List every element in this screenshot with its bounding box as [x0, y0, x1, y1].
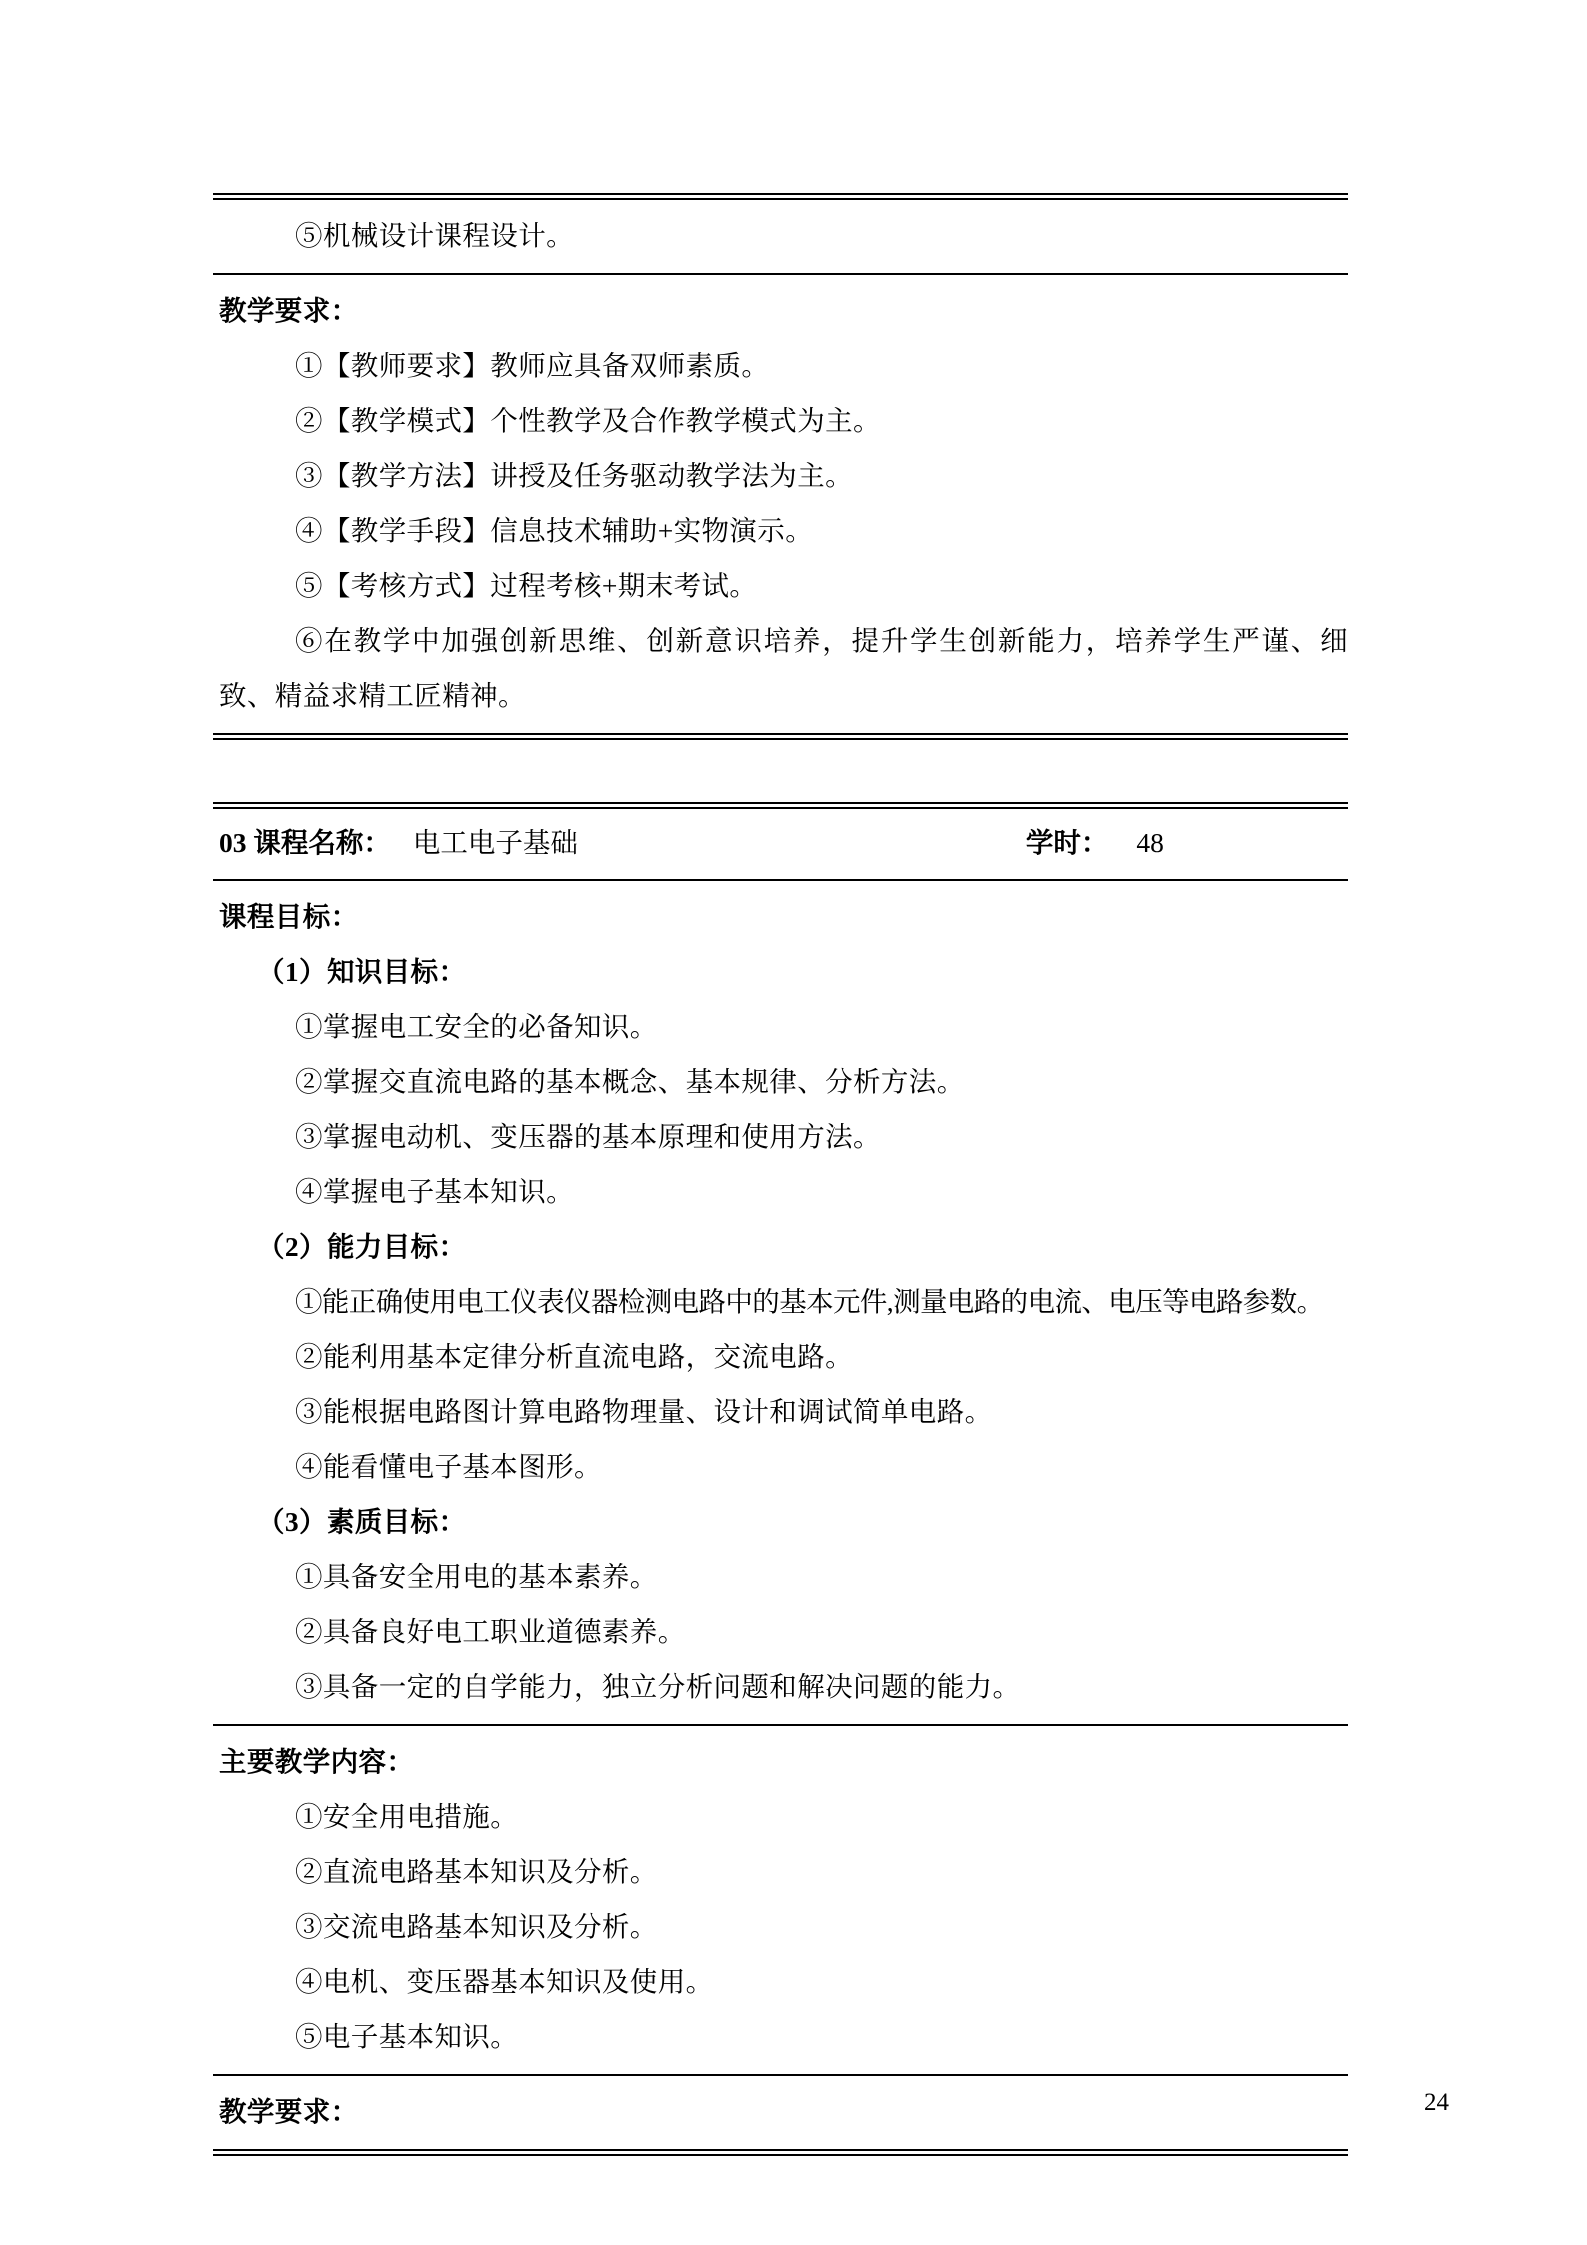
objective-group-title: （3）素质目标： [257, 1506, 467, 1537]
previous-teaching-requirements-cell [213, 275, 1348, 733]
table-top-border [213, 802, 1348, 809]
objective-group-title: （1）知识目标： [257, 956, 467, 987]
course-name-value: 电工电子基础 [412, 827, 578, 858]
section-heading: 教学要求： [219, 2096, 359, 2127]
course-hours-label: 学时： [1025, 827, 1109, 858]
list-item: ③能根据电路图计算电路物理量、设计和调试简单电路。 [295, 1396, 993, 1427]
table-gap [213, 740, 1348, 802]
list-item: ②直流电路基本知识及分析。 [295, 1856, 658, 1887]
list-item: ②能利用基本定律分析直流电路，交流电路。 [295, 1341, 853, 1372]
list-item: ④【教学手段】信息技术辅助+实物演示。 [295, 515, 814, 546]
section-heading: 教学要求： [219, 295, 359, 326]
table-bottom-border [213, 733, 1348, 740]
course-objectives-cell [213, 881, 1348, 1724]
list-item: ①安全用电措施。 [295, 1801, 519, 1832]
list-item: ③交流电路基本知识及分析。 [295, 1911, 658, 1942]
list-item: ⑤机械设计课程设计。 [295, 220, 574, 251]
list-item: ③掌握电动机、变压器的基本原理和使用方法。 [295, 1121, 881, 1152]
page-content [213, 0, 1348, 2156]
list-item: ①【教师要求】教师应具备双师素质。 [295, 350, 770, 381]
list-item: ④电机、变压器基本知识及使用。 [295, 1966, 714, 1997]
previous-main-content-cell [213, 200, 1348, 273]
course-table [213, 802, 1348, 2156]
list-item: ⑤电子基本知识。 [295, 2021, 519, 2052]
list-item-paragraph: ⑥在教学中加强创新思维、创新意识培养，提升学生创新能力，培养学生严谨、细致、精益求精工匠精神。 [219, 625, 1348, 711]
list-item: ②【教学模式】个性教学及合作教学模式为主。 [295, 405, 881, 436]
list-item: ①能正确使用电工仪表仪器检测电路中的基本元件,测量电路的电流、电压等电路参数。 [295, 1286, 1324, 1317]
list-item: ⑤【考核方式】过程考核+期末考试。 [295, 570, 758, 601]
objective-group-title: （2）能力目标： [257, 1231, 467, 1262]
list-item: ③【教学方法】讲授及任务驱动教学法为主。 [295, 460, 853, 491]
list-item: ③具备一定的自学能力，独立分析问题和解决问题的能力。 [295, 1671, 1021, 1702]
course-teaching-requirements-cell [213, 2076, 1348, 2149]
course-main-content-cell [213, 1726, 1348, 2074]
list-item: ④能看懂电子基本图形。 [295, 1451, 602, 1482]
list-item: ②掌握交直流电路的基本概念、基本规律、分析方法。 [295, 1066, 965, 1097]
table-top-border [213, 193, 1348, 200]
course-header-row [213, 809, 1348, 879]
table-bottom-border [213, 2149, 1348, 2156]
previous-course-table [213, 193, 1348, 740]
list-item: ①具备安全用电的基本素养。 [295, 1561, 658, 1592]
list-item: ④掌握电子基本知识。 [295, 1176, 574, 1207]
list-item: ①掌握电工安全的必备知识。 [295, 1011, 658, 1042]
course-index-label: 03 课程名称： [219, 827, 391, 858]
list-item: ②具备良好电工职业道德素养。 [295, 1616, 686, 1647]
page-number: 24 [1424, 2089, 1449, 2116]
course-hours-value: 48 [1136, 827, 1164, 858]
section-heading: 课程目标： [219, 901, 359, 932]
top-margin [213, 0, 1348, 193]
section-heading: 主要教学内容： [219, 1746, 415, 1777]
